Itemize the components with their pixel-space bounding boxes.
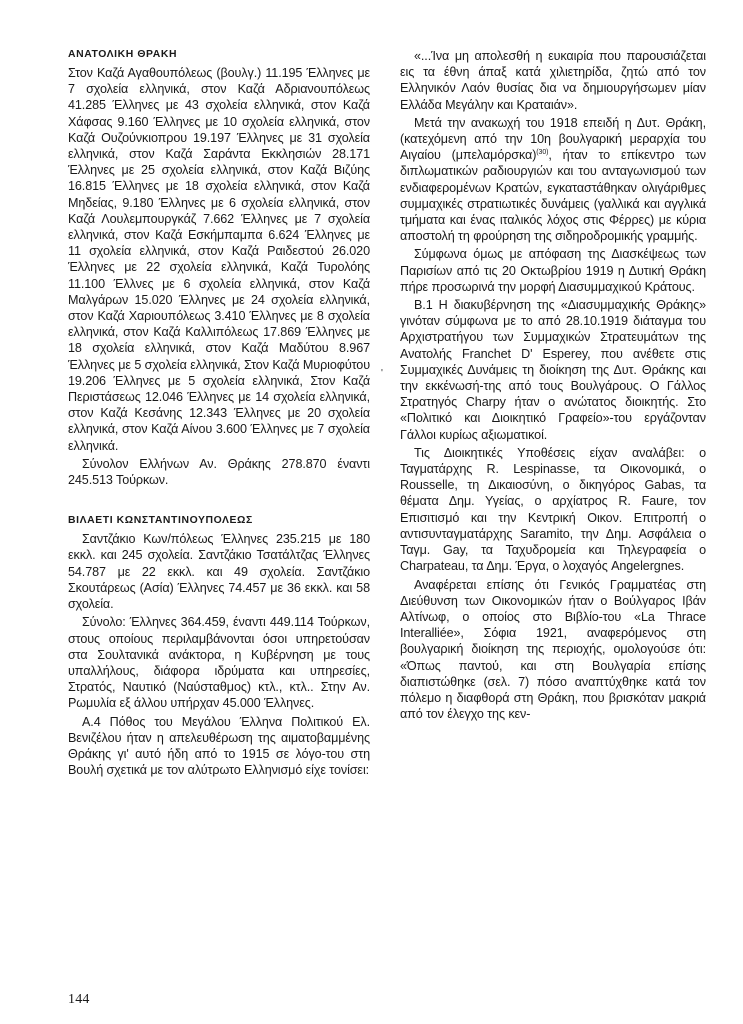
paragraph-venizelos-desire: Α.4 Πόθος του Μεγάλου Έλληνα Πολιτικού Ελ. Βενιζέλου ήταν η απελευθέρωση της αιματοβαμμένης Θράκης γι' αυτό ήδη από το 1915 σε λόγο-του στη Βουλή σχετικά με τον αλύτρωτο Ελληνισμό είχε τονίσει: bbox=[68, 714, 370, 778]
paragraph-kaza-statistics: Στον Καζά Αγαθουπόλεως (βουλγ.) 11.195 Έλληνες με 7 σχολεία ελληνικά, στον Καζά Αδριανουπόλεως 41.285 Έλληνες με 43 σχολεία ελληνικά, στον Καζά Χάφσας 9.160 Έλληνες με 10 σχολεία ελληνικά, στον Καζά Ουζούνκιοπρου 19.197 Έλληνες με 31 σχολεία ελληνικά, στον Καζά Σαράντα Εκκλησιών 28.171 Έλληνες με 25 σχολεία ελληνικά, στον Καζά Βιζύης 16.815 Έλληνες με 18 σχολεία ελληνικά, στον Καζά Μηδείας, 9.180 Έλληνες με 6 σχολεία ελληνικά, στον Καζά Λουλεμπουργκάζ 7.662 Έλληνες με 7 σχολεία ελληνικά, στον Καζά Εσκήμπαμπα 6.624 Έλληνες με 11 σχολεία ελληνικά, στον Καζά Ραιδεστού 26.020 Έλληνες με 22 σχολεία ελληνικά, Καζά Τυρολόης 11.100 Έλλνες με 6 σχολεία ελληνικά, στον Καζά Μαλγάρων 15.020 Έλληνες με 24 σχολεία ελληνικά, στον Καζά Χαριουπόλεως 3.410 Έλληνες με 8 σχολεία ελληνικά, στον Καζά Καλλιπόλεως 17.869 Έλληνες με 18 σχολεία ελληνικά, στον Καζά Μαδύτου 8.967 Έλληνες με 5 σχολεία ελληνικά, Στον Καζά Μυριοφύτου 19.206 Έλληνες με 5 σχολεία ελληνικά, Στον Καζά Περιστάσεως 12.046 Έλληνες με 14 σχολεία ελληνικά, στον Καζά Κεσάνης 12.343 Έλληνες με 20 σχολεία ελληνικά, στον Καζά Αίνου 3.600 Έλληνες με 7 σχολεία ελληνικά. bbox=[68, 66, 370, 453]
section-heading-vilaeti-konstantinoupoleos: ΒΙΛΑΕΤΙ ΚΩΝΣΤΑΝΤΙΝΟΥΠΟΛΕΩΣ bbox=[68, 515, 253, 527]
paragraph-armistice-1918 bbox=[400, 115, 706, 245]
paragraph-venizelos-quote: «...Ίνα μη απολεσθή η ευκαιρία που παρουσιάζεται εις τα έθνη άπαξ κατά χιλιετηρίδα, ζητώ από τον Ελληνικόν Λαόν θυσίας δια να δημιουργήσωμεν μίαν Ελλάδα Μεγάλην και Κραταιάν». bbox=[400, 49, 706, 112]
paragraph-b1-administration: Β.1 Η διακυβέρνηση της «Διασυμμαχικής Θράκης» γινόταν σύμφωνα με το από 28.10.1919 διάταγμα του Αρχιστρατήγου των Συμμαχικών Στρατευμάτων της Ανατολής Franchet D' Esperey, που ανέθετε στις Συμμαχικές Δυνάμεις τη διοίκηση της Δυτ. Θράκης και την εκκένωσή-της από τους Βουλγάρους. Ο Γάλλος Στρατηγός Charpy ήταν ο ανώτατος διοικητής. Στο «Πολιτικό και Διοικητικό Γραφείο»-του εργάζονταν Γάλλοι κυρίως αξιωματικοί. bbox=[400, 298, 706, 442]
paragraph-santzakia-statistics: Σαντζάκιο Κων/πόλεως Έλληνες 235.215 με 180 εκκλ. και 245 σχολεία. Σαντζάκιο Τσατάλτζας Έλληνες 54.787 με 22 εκκλ. και 49 σχολεία. Σαντζάκιο Σκουτάρεως (Ασία) Έλληνες 74.457 με 36 εκκλ. και 58 σχολεία. bbox=[68, 532, 370, 612]
paragraph-total-constantinople: Σύνολο: Έλληνες 364.459, έναντι 449.114 Τούρκων, στους οποίους περιλαμβάνονται όσοι υπηρετούσαν στα Σουλτανικά ανάκτορα, η Κυβέρνηση με τους υπαλλήλους, διάφορα ιδρύματα και υπηρεσίες, Στρατός, Ναυτικό (Ναύσταθμος) κτλ., κτλ.. Στην Αν. Ρωμυλία εξ άλλου υπήρχαν 45.000 Έλληνες. bbox=[68, 615, 370, 711]
paragraph-administrative-affairs: Τις Διοικητικές Υποθέσεις είχαν αναλάβει: ο Ταγματάρχης R. Lespinasse, τα Οικονομικά, ο Rousselle, τη Δικαιοσύνη, ο δικηγόρος Gabas, τα θέματα Δημ. Υγείας, ο αρχίατρος R. Faure, τον Επισιτισμό και την Κεντρική Οικον. Επιτροπή ο αντισυνταγματάρχης Saramito, την Δημ. Ασφάλεια ο Ταγμ. Gay, τα Ταχυδρομεία και Τηλεγραφεία ο Charpateau, τα Δημ. Έργα, ο λοχαγός Angelergnes. bbox=[400, 445, 706, 574]
paragraph-general-secretary: Αναφέρεται επίσης ότι Γενικός Γραμματέας στη Διεύθυνση των Οικονομικών ήταν ο Βούλγαρος Ιβάν Αλτίνωφ, ο οποίος στο Βιβλίο-του «La Thrace Interalliée», Σόφια 1921, αναφερόμενος στη βουλγαρική διοίκηση της περιοχής, ομολογούσε ότι: «Όπως παντού, και στη Βουλγαρία επίσης διαπιστώθηκε (σελ. 7) πόσο αναπτύχθηκε κατά τον πόλεμο η διαφθορά στη Θράκη, που βρισκόταν μακριά από τον έλεγχο της κεν- bbox=[400, 577, 706, 722]
paragraph-paris-conference: Σύμφωνα όμως με απόφαση της Διασκέψεως των Παρισίων από τις 20 Οκτωβρίου 1919 η Δυτική Θράκη πήρε προσωρινά την μορφή Διασυμμαχικού Κράτους. bbox=[400, 247, 706, 294]
footnote-ref-30: (30) bbox=[536, 149, 549, 157]
margin-mark: ' bbox=[381, 368, 383, 379]
page-number: 144 bbox=[68, 992, 90, 1007]
section-heading-anatoliki-thraki: ΑΝΑΤΟΛΙΚΗ ΘΡΑΚΗ bbox=[68, 49, 178, 60]
paragraph-total-east-thrace: Σύνολον Ελλήνων Αν. Θράκης 278.870 έναντι 245.513 Τούρκων. bbox=[68, 456, 370, 488]
armistice-text-start: Μετά την ανακωχή του 1918 επειδή η Δυτ. Θράκη, (κατεχόμενη από την 10η βουλγαρική μεραρχία του Αιγαίου (μπελαμόρσκα) bbox=[400, 115, 706, 163]
armistice-text-end: , ήταν το επίκεντρο των διπλωματικών ραδιουργιών και του ανταγωνισμού των ενδιαφερομένων Κρατών, εγκαταστάθηκαν ολιγάριθμες συμμαχικές στρατιωτικές δυνάμεις (γαλλικά και αγγλικά τμήματα και ένας ιταλικός λόχος στις Φέρρες) με κύρια αποστολή τη φρούρηση της σιδηροδρομικής γραμμής. bbox=[400, 148, 706, 244]
right-column bbox=[400, 48, 706, 722]
left-column bbox=[68, 48, 370, 778]
